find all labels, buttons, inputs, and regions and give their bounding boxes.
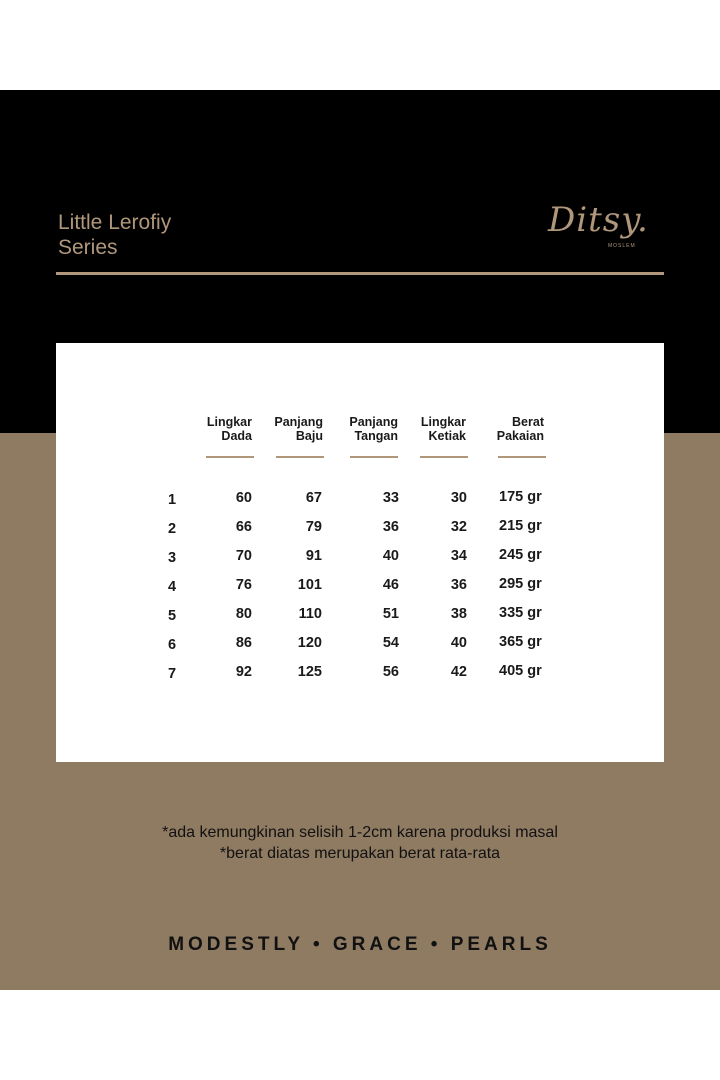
column-header-line2: Ketiak <box>428 429 466 443</box>
note-line: *ada kemungkinan selisih 1-2cm karena produksi masal <box>162 824 558 841</box>
table-cell: 80 <box>235 606 252 622</box>
column-header-berat-pakaian <box>474 415 544 443</box>
table-cell: 91 <box>305 548 322 564</box>
table-cell: 120 <box>297 635 322 651</box>
size-notes <box>0 822 720 864</box>
series-title-line2: Series <box>58 236 118 259</box>
size-label: 2 <box>168 521 177 537</box>
table-cell: 70 <box>235 548 252 564</box>
table-cell: 295 gr <box>499 576 542 592</box>
table-cell: 215 gr <box>499 518 542 534</box>
column-header-line2: Dada <box>221 429 252 443</box>
series-title <box>58 210 171 260</box>
table-cell: 36 <box>450 577 467 593</box>
table-cell: 86 <box>235 635 252 651</box>
table-cell: 365 gr <box>499 634 542 650</box>
size-chart-card <box>56 343 664 762</box>
column-header-lingkar-ketiak <box>396 415 466 443</box>
table-cell: 40 <box>382 548 399 564</box>
table-cell: 175 gr <box>499 489 542 505</box>
table-cell: 76 <box>235 577 252 593</box>
size-label: 5 <box>168 608 177 624</box>
column-header-line1: Berat <box>512 415 544 429</box>
table-cell: 56 <box>382 664 399 680</box>
column-header-line2: Tangan <box>354 429 398 443</box>
note-line: *berat diatas merupakan berat rata-rata <box>219 845 501 862</box>
brand-subtitle: MOSLEM <box>608 243 636 249</box>
column-header-line2: Pakaian <box>496 429 544 443</box>
column-header-line1: Panjang <box>274 415 323 429</box>
table-cell: 33 <box>382 490 399 506</box>
brand-name: Ditsy. <box>548 200 649 240</box>
table-cell: 335 gr <box>499 605 542 621</box>
brand-logo <box>548 200 670 260</box>
column-divider <box>276 456 324 458</box>
table-cell: 38 <box>450 606 467 622</box>
table-cell: 66 <box>235 519 252 535</box>
table-cell: 67 <box>305 490 322 506</box>
size-label: 4 <box>168 579 177 595</box>
table-cell: 245 gr <box>499 547 542 563</box>
header-divider <box>56 272 664 275</box>
table-cell: 110 <box>298 606 322 622</box>
table-cell: 30 <box>450 490 467 506</box>
column-header-line1: Lingkar <box>420 415 466 429</box>
column-divider <box>498 456 546 458</box>
column-divider <box>350 456 398 458</box>
size-label: 3 <box>168 550 177 566</box>
column-divider <box>420 456 468 458</box>
size-label: 7 <box>168 666 177 682</box>
column-header-panjang-tangan <box>328 415 398 443</box>
column-header-line1: Panjang <box>349 415 398 429</box>
table-cell: 60 <box>235 490 252 506</box>
brand-tagline: MODESTLY • GRACE • PEARLS <box>168 934 552 955</box>
table-cell: 101 <box>297 577 322 593</box>
series-title-line1: Little Lerofiy <box>58 211 172 234</box>
table-cell: 36 <box>382 519 399 535</box>
table-cell: 40 <box>450 635 467 651</box>
table-cell: 92 <box>235 664 252 680</box>
column-header-panjang-baju <box>253 415 323 443</box>
size-label: 6 <box>168 637 177 653</box>
table-cell: 34 <box>450 548 467 564</box>
table-cell: 125 <box>297 664 322 680</box>
column-header-lingkar-dada <box>182 415 252 443</box>
column-header-line2: Baju <box>295 429 323 443</box>
table-cell: 79 <box>305 519 322 535</box>
table-cell: 54 <box>382 635 399 651</box>
table-cell: 42 <box>450 664 467 680</box>
table-cell: 51 <box>382 606 399 622</box>
table-cell: 405 gr <box>499 663 542 679</box>
table-cell: 46 <box>382 577 399 593</box>
size-label: 1 <box>168 492 177 508</box>
column-header-line1: Lingkar <box>206 415 252 429</box>
table-cell: 32 <box>450 519 467 535</box>
column-divider <box>206 456 254 458</box>
